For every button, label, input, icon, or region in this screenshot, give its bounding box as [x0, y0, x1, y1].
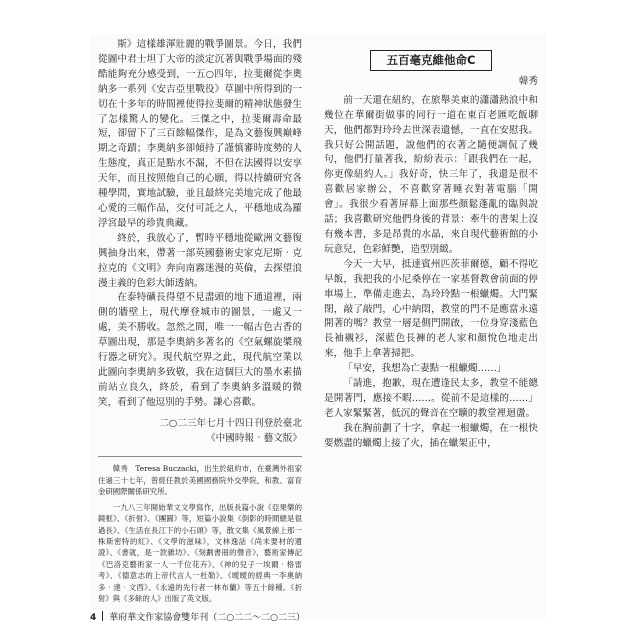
author-bio [98, 456, 302, 604]
essay-paragraph: 「請進，抱歉，現在遭逢民太多，教堂不能總是開著門，應接不暇……。從前不是這樣的……」老人家緊緊著，低沉的聲音在空曠的教堂裡迴盪。 [324, 378, 538, 419]
footer-divider [102, 611, 103, 621]
essay-paragraph: 我在胸前劃了十字，拿起一根蠟燭，在一根快要燃盡的蠟燭上接了火，插在蠟架正中， [324, 422, 538, 449]
essay-paragraph: 「早安，我想為亡妻點一根蠟燭……」 [343, 363, 507, 375]
bio-works-line: 一九八三年開始華文文學寫作，出版長篇小說《亞果樂的鏡框》、《折射》、《團圓》等，短篇小說集《倒影的時間總是很過長》、《生活在長江下的小石頭》等，散文集《風景線上那一株斯密特的紅》、《文學的滋味》，文林逸話《尚未要材的遺證》、《書就，是一款雜坊》、《刻劃書冊的聲音》，藝術家傳記《巴洛克藝術家一人一千位花卉》、《神的兒子一埃爾‧格雷考》、《德意志的上帝代言人一杜勒》、《曖曖的經典一李奧納多‧達‧文西》、《永遠的先行者一林布蘭》等五十餘種。《折射》與《多餘的人》出版了英文版。 [98, 502, 302, 603]
publication-name: 華府華文作家協會雙年刊（二○二二～二○二三） [109, 613, 305, 623]
essay-paragraph: 在泰特礦長得望不見盡頭的地下通道裡，兩側的牆壁上，現代摩登城市的圖景，一處又一處，美不勝收。忽然之間，唯一一幅古色古香的草圖出現，那是李奧納多著名的《空氣螺旋槳飛行器之研究》。現代航空界之此，現代航空業以此圖向李奧納多致敬，我在這個巨大的墨水素描前站立良久，終於，看到了李奧納多溫暖的微笑，看到了他逗別的手勢。謙心喜歡。 [98, 292, 302, 408]
essay-title: 五百毫克維他命C [370, 50, 492, 71]
essay-paragraph: 斯》這樣雄渾壯麗的戰爭圖景。今日，我們從圖中君士坦丁大帝的淡定沉著與戰爭場面的殘酷能夠充分感受到，一五○四年，拉斐爾從李奧納多一系列《安吉亞里戰役》草圖中所得到的一切在十多年的時間裡使得拉斐爾的精神狀態發生了怎樣驚人的變化。三傑之中，拉斐爾壽命最短，卻留下了三百餘幅傑作，是為文藝復興巔峰期之奇蹟；李奧納多卻傾持了謹慎審時度勢的人生態度，真正是點水不漏，不但在法國得以安享天年，而且按照他自己的心願，得以持續研究各種學問，實地試驗，並且最終完美地完成了他最心愛的三幅作品，交付可託之人，平穩地成為羅浮宮最早的珍貴典藏。 [98, 39, 302, 229]
publication-source: 《中國時報‧藝文版》 [206, 432, 302, 444]
left-column [98, 38, 302, 604]
page-number: 4 [90, 613, 97, 623]
essay-author: 韓秀 [518, 75, 538, 87]
right-column [324, 38, 538, 452]
bio-author-line: 韓秀 Teresa Buczacki，出生於紐約市，在臺灣外祖家住過三十七年，曾經任教於美國國務院外交學院，和教、富育金研國際關係研究所。 [98, 464, 302, 497]
essay-paragraph: 今天一大早，抵達賓州匹茨菲爾德，顧不得吃早飯，我把我的小尼桑停在一家基督教會前面的停車場上，準備走進去，為玲玲點一根蠟燭。大門緊閉，敲了敲門，心中納悶，教堂的門不是應當永遠開著的嗎？教堂一層是側門開啟，一位身穿淺藍色長袖襯衫，深藍色長褲的老人家和顏悅色地走出來，他手上拿著掃把。 [324, 258, 538, 360]
page-footer [90, 610, 546, 626]
publication-date-line: 二○二三年七月十四日刊登於臺北 [159, 417, 302, 429]
essay-paragraph: 終於，我放心了，暫時平穩地從歐洲文藝復興抽身出來，帶著一部英國藝術史家克尼斯‧克拉克的《文明》奔向南霧迷漫的英倫，去探望浪漫主義的色彩大師透納。 [98, 232, 302, 289]
essay-paragraph: 前一天還在紐約，在旅舉美東的瀟瀟熱浪中和幾位在華爾街做事的同行一道在東百老匯吃飯聊天，他們都對玲玲去世深表遺憾，一直在安慰我。我只好公開話題，說他們的衣著之隨便調侃了幾句，他們打量著我，紛紛表示：「跟我們在一起，你更像紐約人。」我好奇，快三年了，我還是很不喜歡居家辦公，不喜歡穿著睡衣對著電腦「開會」。我很少看著屏幕上面那些顏鬆蓬亂的臨與說話；我喜歡研究他們身後的背景：牽牛的書架上沒有幾本書，多是昂貴的水晶，來自現代藝術館的小玩意兒，色彩鮮艷，造型別緻。 [324, 94, 538, 255]
page-sheet [90, 34, 546, 620]
